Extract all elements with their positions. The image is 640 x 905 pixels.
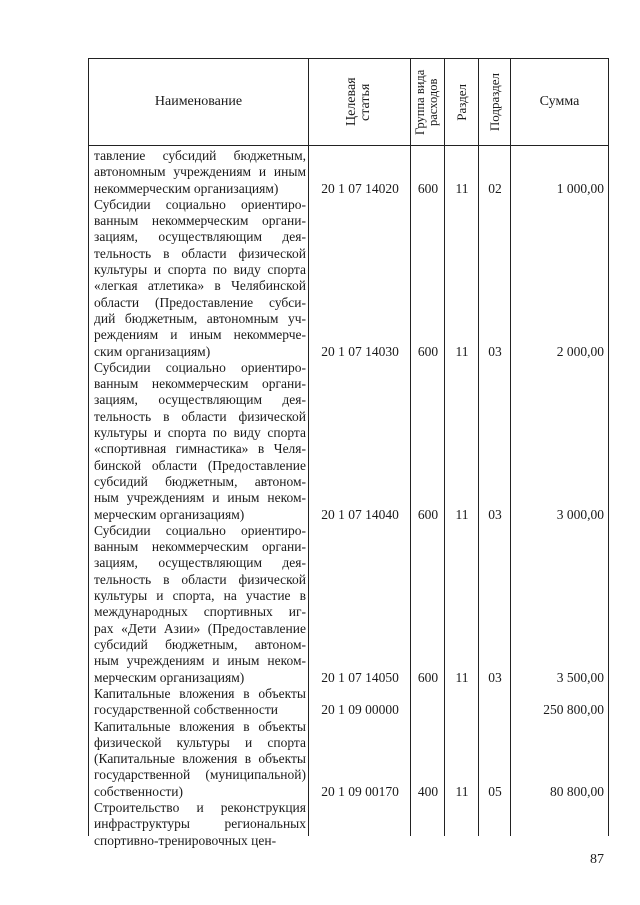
col-border: [478, 58, 479, 836]
row-code: 20 1 07 14050: [321, 669, 399, 685]
row-sum: 80 800,00: [550, 783, 604, 799]
name-line: некоммерческим организациям): [94, 180, 279, 196]
name-line: «спортивная гимнастика» в Челя-: [94, 441, 306, 457]
row-group: 600: [417, 180, 439, 196]
header-name: Наименование: [154, 94, 243, 109]
row-group: 600: [417, 506, 439, 522]
name-line: зациям, осуществляющим дея-: [94, 229, 306, 245]
name-line: рах «Дети Азии» (Предоставление: [94, 620, 306, 636]
row-sum: 3 000,00: [556, 506, 604, 522]
name-line: ским организациям): [94, 343, 211, 359]
name-line: реждениям и иным некоммерче-: [94, 327, 306, 343]
row-subsection: 03: [488, 506, 502, 522]
name-line: культуры и спорта, на участие в: [94, 588, 306, 604]
name-line: тельность в области физической: [94, 245, 306, 261]
name-line: Субсидии социально ориентиро-: [94, 522, 306, 538]
row-subsection: 02: [488, 180, 502, 196]
name-line: бинской области (Предоставление: [94, 457, 306, 473]
row-section: 11: [455, 669, 469, 685]
name-line: Капитальные вложения в объекты: [94, 685, 306, 701]
name-line: зациям, осуществляющим дея-: [94, 555, 306, 571]
name-line: тельность в области физической: [94, 571, 306, 587]
name-line: тельность в области физической: [94, 408, 306, 424]
row-sum: 3 500,00: [556, 669, 604, 685]
name-line: «легкая атлетика» в Челябинской: [94, 278, 306, 294]
row-sum: 250 800,00: [543, 702, 604, 718]
name-line: собственности): [94, 783, 183, 799]
row-code: 20 1 09 00170: [321, 783, 399, 799]
col-border: [308, 58, 309, 836]
header-sum: Сумма: [539, 94, 580, 109]
row-sum: 1 000,00: [556, 180, 604, 196]
name-line: государственной собственности: [94, 702, 279, 718]
row-group: 600: [417, 343, 439, 359]
name-line: субсидий бюджетным, автоном-: [94, 473, 306, 489]
header-section: Раздел: [454, 83, 469, 121]
name-line: ванным некоммерческим органи-: [94, 539, 306, 555]
row-code: 20 1 09 00000: [321, 702, 399, 718]
name-line: мерческим организациям): [94, 669, 245, 685]
name-line: ванным некоммерческим органи-: [94, 213, 306, 229]
name-line: дий бюджетным, автономным уч-: [94, 310, 306, 326]
row-name: [94, 197, 306, 360]
header-group: Группа вида расходов: [412, 69, 440, 135]
name-line: культуры и спорта по виду спорта: [94, 425, 306, 441]
name-line: Субсидии социально ориентиро-: [94, 196, 306, 212]
row-name: [94, 523, 306, 686]
header-subsection: Подраздел: [487, 72, 502, 132]
row-code: 20 1 07 14020: [321, 180, 399, 196]
name-line: области (Предоставление субси-: [94, 294, 306, 310]
row-code: 20 1 07 14030: [321, 343, 399, 359]
name-line: ванным некоммерческим органи-: [94, 376, 306, 392]
row-group: 400: [417, 783, 439, 799]
col-border: [444, 58, 445, 836]
name-line: Строительство и реконструкция: [94, 800, 306, 815]
name-line: мерческим организациям): [94, 506, 245, 522]
name-line: государственной (муниципальной): [94, 767, 306, 783]
name-line: инфраструктуры региональных: [94, 816, 306, 832]
name-line: Капитальные вложения в объекты: [94, 718, 306, 734]
name-line: субсидий бюджетным, автоном-: [94, 636, 306, 652]
row-subsection: 05: [488, 783, 502, 799]
row-section: 11: [455, 783, 469, 799]
row-section: 11: [455, 343, 469, 359]
row-name: [94, 360, 306, 523]
name-line: культуры и спорта по виду спорта: [94, 262, 306, 278]
row-name: [94, 686, 306, 719]
col-border: [410, 58, 411, 836]
row-section: 11: [455, 180, 469, 196]
row-subsection: 03: [488, 669, 502, 685]
name-line: физической культуры и спорта: [94, 734, 306, 750]
name-line: международных спортивных иг-: [94, 604, 306, 620]
col-border: [608, 58, 609, 836]
row-name: [94, 148, 306, 197]
name-line: автономным учреждениям и иным: [94, 164, 306, 180]
col-border: [510, 58, 511, 836]
header-code: Целевая статья: [343, 77, 373, 127]
name-line: ным учреждениям и иным неком-: [94, 653, 306, 669]
name-line: тавление субсидий бюджетным,: [94, 148, 306, 163]
row-subsection: 03: [488, 343, 502, 359]
header-bottom-border: [88, 145, 608, 146]
name-line: (Капитальные вложения в объекты: [94, 751, 306, 767]
name-line: зациям, осуществляющим дея-: [94, 392, 306, 408]
row-section: 11: [455, 506, 469, 522]
name-line: спортивно-тренировочных цен-: [94, 832, 277, 848]
row-name: [94, 719, 306, 800]
name-line: Субсидии социально ориентиро-: [94, 359, 306, 375]
row-group: 600: [417, 669, 439, 685]
row-code: 20 1 07 14040: [321, 506, 399, 522]
row-name: [94, 800, 306, 849]
page-number: 87: [590, 852, 604, 867]
row-sum: 2 000,00: [556, 343, 604, 359]
name-line: ным учреждениям и иным неком-: [94, 490, 306, 506]
col-border: [88, 58, 89, 836]
